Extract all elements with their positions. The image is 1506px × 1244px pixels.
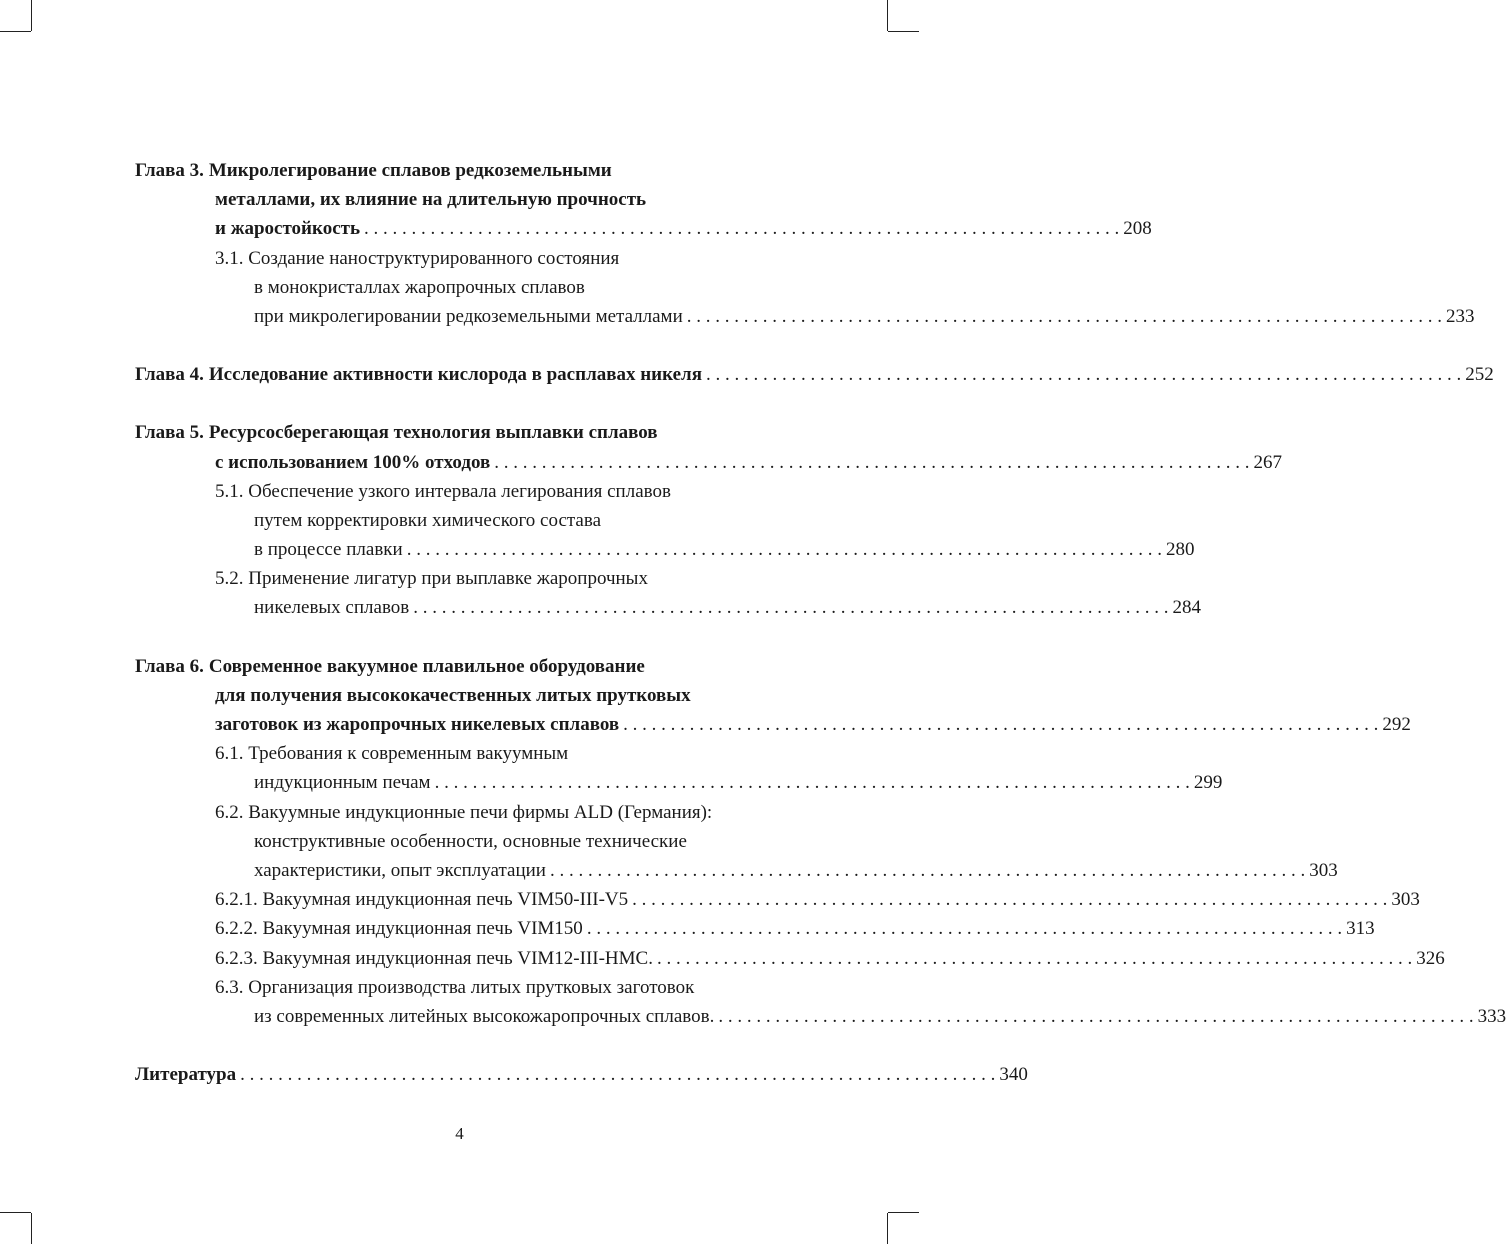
leader-dots: . . . . . . . . . . . . . . . . . . . . . . . . . . . . . . . . . . . . . . . . . . . . . . . . . . . . . . . . . . . . . . . . . . . . . . . . . . . . . . . . [240,1064,996,1086]
crop-mark-tl-v [31,0,32,31]
toc-chapter-3-line-1[interactable] [135,156,813,185]
leader-dots: . . . . . . . . . . . . . . . . . . . . . . . . . . . . . . . . . . . . . . . . . . . . . . . . . . . . . . . . . . . . . . . . . . . . . . . . . . . . . . . . [623,714,1379,735]
toc-section-6-2-3[interactable] [135,944,1445,973]
literature-title: Литература [135,1064,237,1086]
chapter-title-cont: заготовок из жаропрочных никелевых сплавов [215,714,620,735]
chapter-prefix: Глава 6. [135,655,204,677]
chapter-title: Современное вакуумное плавильное оборудование [208,655,645,677]
toc-section-6-1-line-1[interactable] [135,739,813,768]
page-ref: 313 [1346,918,1375,940]
leader-dots: . . . . . . . . . . . . . . . . . . . . . . . . . . . . . . . . . . . . . . . . . . . . . . . . . . . . . . . . . . . . . . . . . . . . . . . . . . . . . . . . [656,947,1413,969]
table-of-contents [135,156,1506,1089]
toc-literature[interactable] [135,1060,1028,1089]
section-title: 5.1. Обеспечение узкого интервала легирования сплавов [215,480,671,502]
section-title-cont: путем корректировки химического состава [254,509,602,531]
toc-section-6-1-line-2[interactable] [135,768,1223,797]
page-ref: 208 [1123,218,1152,240]
page-number: 4 [455,1124,464,1143]
page-ref: 252 [1465,364,1494,386]
toc-chapter-3-line-2 [135,185,813,214]
toc-chapter-6-line-2 [135,681,813,710]
crop-mark-bl-v [31,1213,32,1244]
section-title: 6.2.1. Вакуумная индукционная печь VIM50-III-V5 [215,889,629,911]
toc-section-5-1-line-1[interactable] [135,477,813,506]
page-ref: 280 [1165,539,1195,561]
leader-dots: . . . . . . . . . . . . . . . . . . . . . . . . . . . . . . . . . . . . . . . . . . . . . . . . . . . . . . . . . . . . . . . . . . . . . . . . . . . . . . . . [434,772,1190,794]
section-title: 6.1. Требования к современным вакуумным [215,743,569,765]
leader-dots: . . . . . . . . . . . . . . . . . . . . . . . . . . . . . . . . . . . . . . . . . . . . . . . . . . . . . . . . . . . . . . . . . . . . . . . . . . . . . . . . [494,451,1250,473]
toc-chapter-5-line-1[interactable] [135,418,813,447]
toc-section-3-1-line-1[interactable] [135,244,813,273]
leader-dots: . . . . . . . . . . . . . . . . . . . . . . . . . . . . . . . . . . . . . . . . . . . . . . . . . . . . . . . . . . . . . . . . . . . . . . . . . . . . . . . . [686,305,1443,327]
toc-section-6-2-line-3[interactable] [135,856,1338,885]
crop-mark-br-h [888,1212,919,1213]
crop-mark-tr-v [887,0,888,31]
toc-section-5-1-line-3[interactable] [135,535,1195,564]
section-title-cont: в монокристаллах жаропрочных сплавов [254,276,585,298]
page-ref: 292 [1382,714,1411,735]
page-ref: 233 [1446,305,1475,327]
toc-section-6-3-line-2[interactable] [135,1002,1506,1031]
section-title-cont: из современных литейных высокожаропрочных сплавов. [254,1005,715,1027]
page-ref: 303 [1309,859,1338,881]
crop-mark-bl-h [0,1212,31,1213]
chapter-prefix: Глава 4. [135,364,204,386]
toc-section-6-2-1[interactable] [135,885,1420,914]
crop-mark-tl-h [0,31,31,32]
section-title-cont: в процессе плавки [254,539,403,561]
toc-section-5-2-line-2[interactable] [135,593,1202,622]
section-title: 3.1. Создание наноструктурированного состояния [215,247,620,269]
chapter-title: Ресурсосберегающая технология выплавки сплавов [208,422,658,444]
section-title: 6.2.2. Вакуумная индукционная печь VIM150 [215,918,583,940]
leader-dots: . . . . . . . . . . . . . . . . . . . . . . . . . . . . . . . . . . . . . . . . . . . . . . . . . . . . . . . . . . . . . . . . . . . . . . . . . . . . . . . . [718,1005,1474,1027]
chapter-prefix: Глава 5. [135,422,204,444]
section-title-cont: индукционным печам [254,772,431,794]
toc-section-3-1-line-2 [135,273,813,302]
toc-section-6-3-line-1[interactable] [135,973,813,1002]
chapter-title-cont: и жаростойкость [215,218,361,240]
section-title: 6.3. Организация производства литых прутковых заготовок [215,976,695,998]
toc-chapter-6-line-3[interactable] [135,710,1411,739]
toc-chapter-5-line-2[interactable] [135,448,1283,477]
chapter-title: Микролегирование сплавов редкоземельными [208,160,612,181]
page-ref: 299 [1193,772,1223,794]
toc-section-6-2-line-1[interactable] [135,798,813,827]
crop-mark-br-v [887,1213,888,1244]
leader-dots: . . . . . . . . . . . . . . . . . . . . . . . . . . . . . . . . . . . . . . . . . . . . . . . . . . . . . . . . . . . . . . . . . . . . . . . . . . . . . . . . [705,364,1462,386]
leader-dots: . . . . . . . . . . . . . . . . . . . . . . . . . . . . . . . . . . . . . . . . . . . . . . . . . . . . . . . . . . . . . . . . . . . . . . . . . . . . . . . . [406,539,1162,561]
toc-chapter-6-line-1[interactable] [135,652,813,681]
section-title: 5.2. Применение лигатур при выплавке жаропрочных [215,568,648,590]
toc-section-6-2-line-2 [135,827,813,856]
chapter-title-cont: для получения высококачественных литых прутковых [215,684,691,706]
page-ref: 340 [999,1064,1028,1086]
section-title: 6.2. Вакуумные индукционные печи фирмы ALD (Германия): [215,801,713,823]
leader-dots: . . . . . . . . . . . . . . . . . . . . . . . . . . . . . . . . . . . . . . . . . . . . . . . . . . . . . . . . . . . . . . . . . . . . . . . . . . . . . . . . [632,889,1388,911]
section-title-cont: характеристики, опыт эксплуатации [254,859,546,881]
chapter-title-cont: с использованием 100% отходов [215,451,491,473]
section-title-cont: при микролегировании редкоземельными металлами [254,305,683,327]
page-ref: 267 [1253,451,1283,473]
toc-section-5-1-line-2 [135,506,813,535]
leader-dots: . . . . . . . . . . . . . . . . . . . . . . . . . . . . . . . . . . . . . . . . . . . . . . . . . . . . . . . . . . . . . . . . . . . . . . . . . . . . . . . . [586,918,1343,940]
section-title-cont: конструктивные особенности, основные технические [254,830,687,852]
toc-section-3-1-line-3[interactable] [135,302,1475,331]
toc-chapter-4[interactable] [135,360,1494,389]
page-ref: 284 [1172,597,1202,619]
toc-chapter-3-line-3[interactable] [135,214,1152,243]
leader-dots: . . . . . . . . . . . . . . . . . . . . . . . . . . . . . . . . . . . . . . . . . . . . . . . . . . . . . . . . . . . . . . . . . . . . . . . . . . . . . . . . [364,218,1120,240]
leader-dots: . . . . . . . . . . . . . . . . . . . . . . . . . . . . . . . . . . . . . . . . . . . . . . . . . . . . . . . . . . . . . . . . . . . . . . . . . . . . . . . . [413,597,1169,619]
page-ref: 303 [1391,889,1420,911]
crop-mark-tr-h [888,31,919,32]
chapter-prefix: Глава 3. [135,160,204,181]
chapter-title-cont: металлами, их влияние на длительную прочность [215,189,647,211]
page-ref: 326 [1416,947,1445,969]
toc-section-5-2-line-1[interactable] [135,564,813,593]
toc-section-6-2-2[interactable] [135,914,1375,943]
section-title-cont: никелевых сплавов [254,597,410,619]
page-ref: 333 [1477,1005,1506,1027]
chapter-title: Исследование активности кислорода в расплавах никеля [208,364,702,386]
leader-dots: . . . . . . . . . . . . . . . . . . . . . . . . . . . . . . . . . . . . . . . . . . . . . . . . . . . . . . . . . . . . . . . . . . . . . . . . . . . . . . . . [549,859,1306,881]
section-title: 6.2.3. Вакуумная индукционная печь VIM12-III-HMC. [215,947,653,969]
